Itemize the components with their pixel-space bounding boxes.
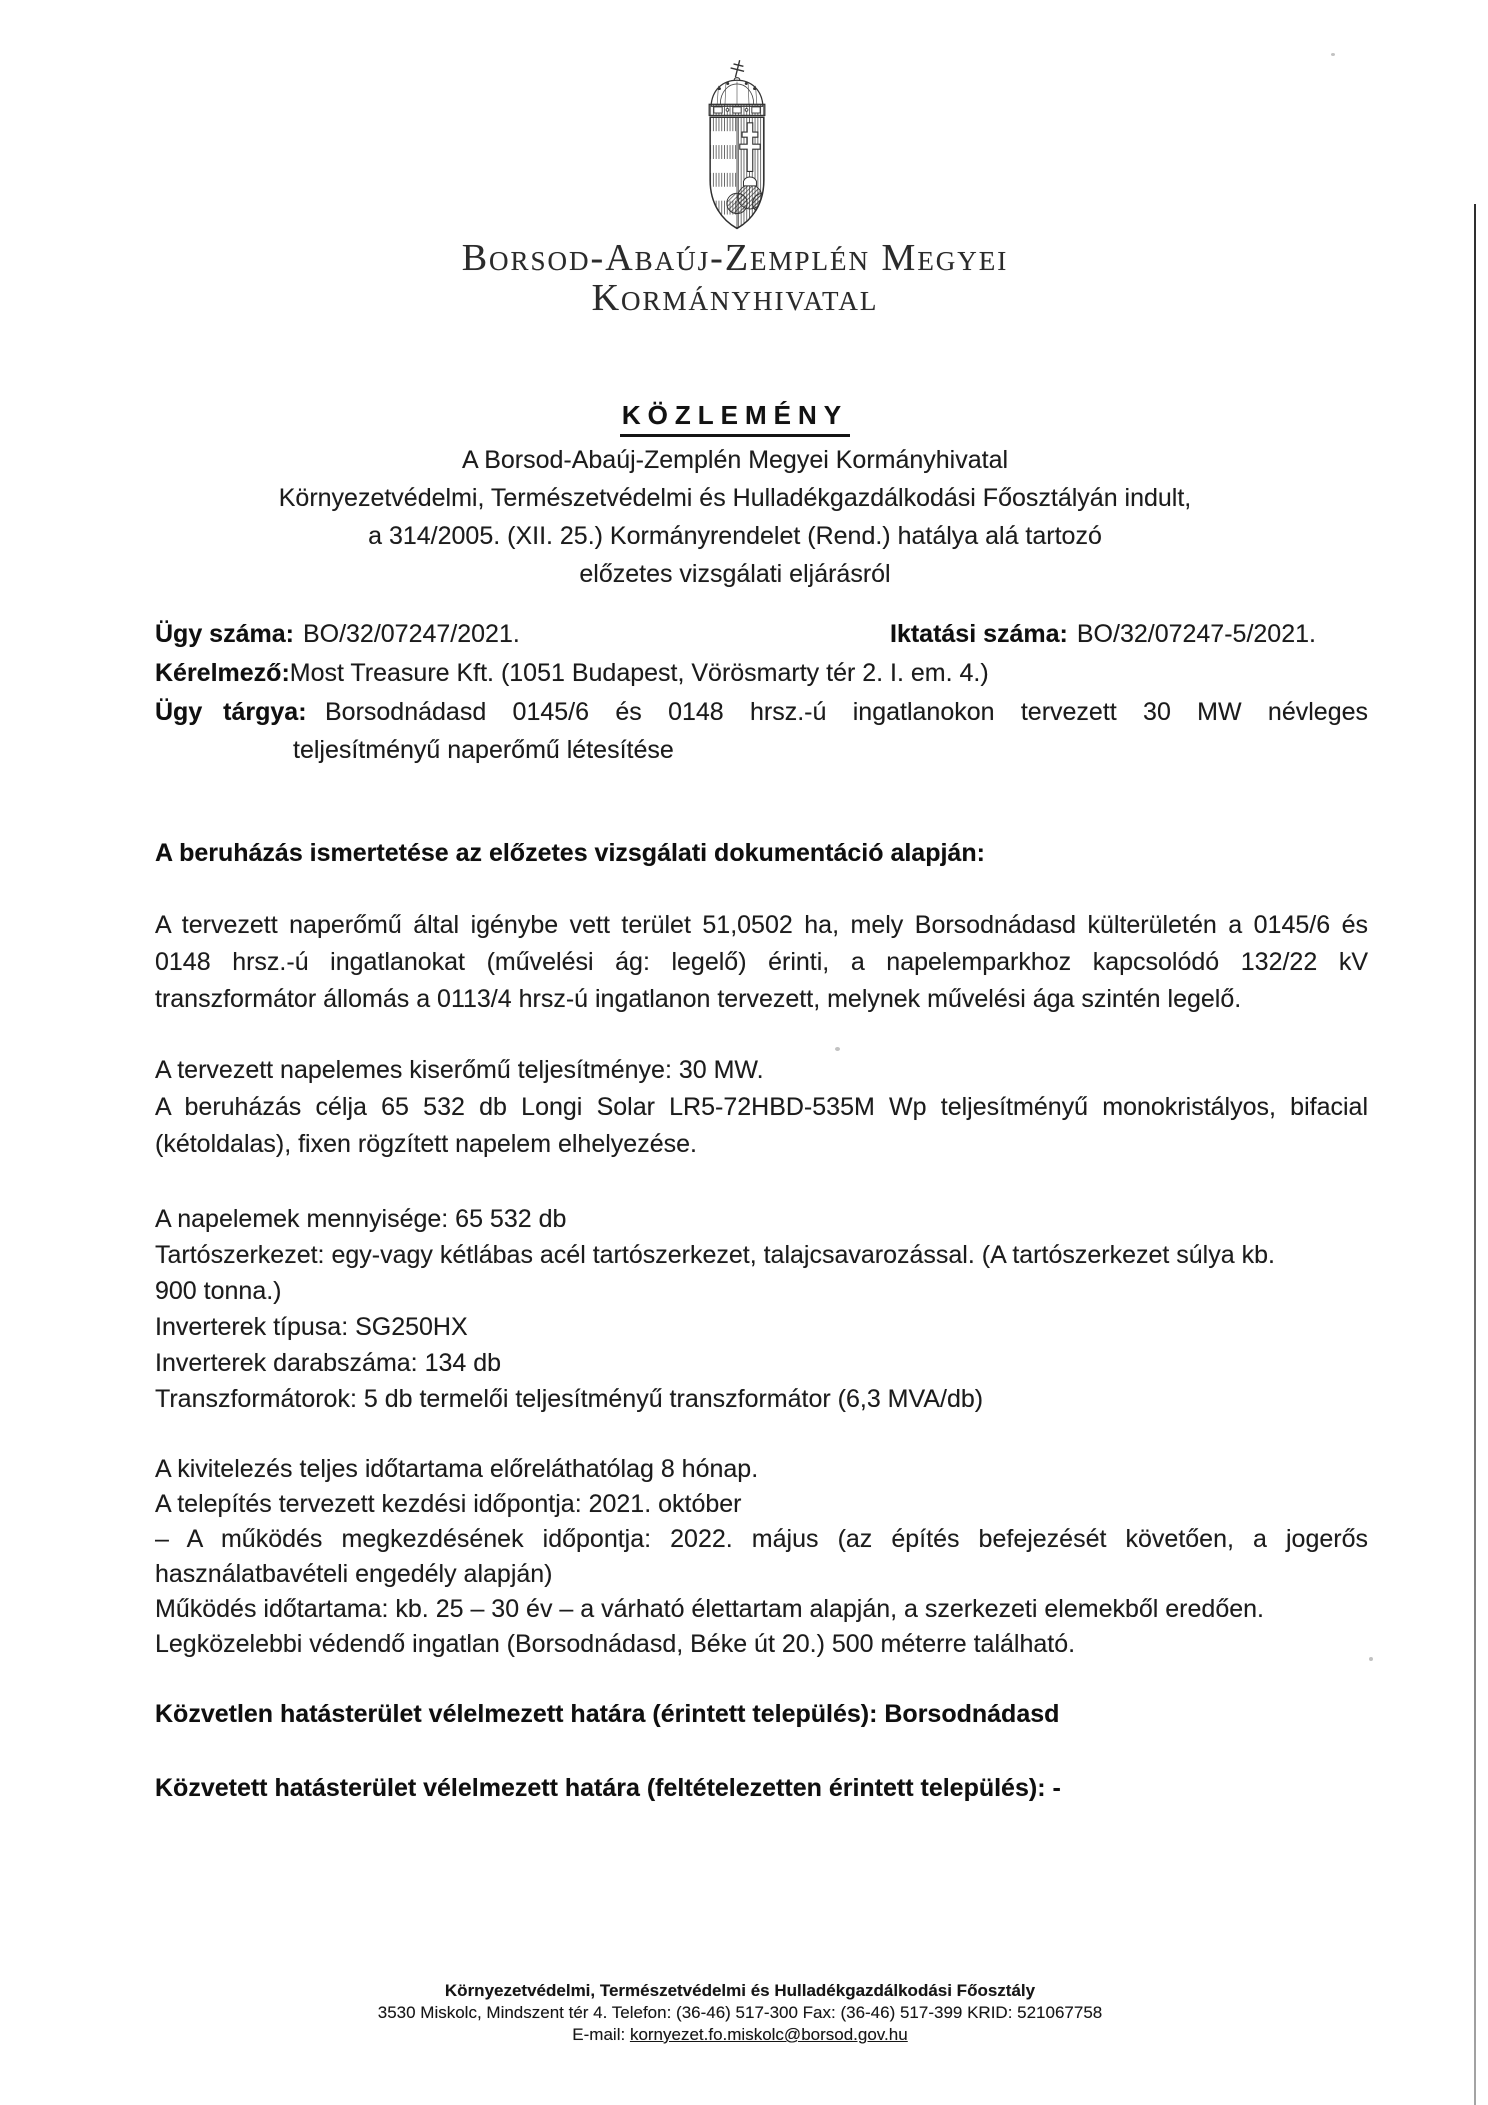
indirect-impact-statement: Közvetett hatásterület vélelmezett határa (feltételezetten érintett település): - bbox=[155, 1774, 1061, 1802]
paragraph-equipment bbox=[155, 1201, 1368, 1417]
paragraph-line: 0148 hrsz.-ú ingatlanokat (művelési ág: legelő) érinti, a napelemparkhoz kapcsolódó 132/22 kV bbox=[155, 948, 1368, 976]
hungarian-coat-of-arms-icon bbox=[694, 58, 780, 234]
applicant-label: Kérelmező: bbox=[155, 659, 290, 687]
paragraph-line: transzformátor állomás a 0113/4 hrsz-ú ingatlanon tervezett, melynek művelési ága szintén legelő. bbox=[155, 985, 1242, 1013]
scan-speck bbox=[1369, 1657, 1373, 1661]
intro-line: Környezetvédelmi, Természetvédelmi és Hulladékgazdálkodási Főosztályán indult, bbox=[278, 484, 1192, 512]
applicant-row bbox=[155, 657, 1368, 689]
case-number-label: Ügy száma: bbox=[155, 620, 294, 648]
registry-number-value: BO/32/07247-5/2021. bbox=[1076, 620, 1316, 648]
intro-line: a 314/2005. (XII. 25.) Kormányrendelet (Rend.) hatálya alá tartozó bbox=[368, 522, 1102, 550]
org-title-line1: Borsod-Abaúj-Zemplén Megyei bbox=[461, 237, 1009, 279]
footer-address: 3530 Miskolc, Mindszent tér 4. Telefon: (36-46) 517-300 Fax: (36-46) 517-399 KRID: 521067758 bbox=[377, 2003, 1103, 2022]
footer-email-link: kornyezet.fo.miskolc@borsod.gov.hu bbox=[629, 2025, 908, 2044]
paragraph-line: A tervezett naperőmű által igénybe vett terület 51,0502 ha, mely Borsodnádasd külterületén a 0145/6 és bbox=[155, 911, 1368, 939]
section-heading: A beruházás ismertetése az előzetes vizsgálati dokumentáció alapján: bbox=[155, 839, 985, 867]
applicant-value: Most Treasure Kft. (1051 Budapest, Vörösmarty tér 2. I. em. 4.) bbox=[289, 659, 989, 687]
paragraph-schedule bbox=[155, 1452, 1368, 1662]
registry-number-label: Iktatási száma: bbox=[890, 620, 1068, 648]
footer bbox=[0, 1980, 1480, 2046]
paragraph-line: A tervezett napelemes kiserőmű teljesítménye: 30 MW. bbox=[155, 1056, 764, 1084]
subject-line1: Borsodnádasd 0145/6 és 0148 hrsz.-ú ingatlanokon tervezett 30 MW névleges bbox=[325, 698, 1368, 726]
paragraph-line: Tartószerkezet: egy-vagy kétlábas acél tartószerkezet, talajcsavarozással. (A tartószerkezet súlya kb. bbox=[155, 1241, 1275, 1269]
paragraph-line: A telepítés tervezett kezdési időpontja: 2021. október bbox=[155, 1490, 742, 1518]
case-number-row bbox=[155, 618, 1368, 650]
intro-line: A Borsod-Abaúj-Zemplén Megyei Kormányhivatal bbox=[461, 446, 1009, 474]
paragraph-line: Inverterek darabszáma: 134 db bbox=[155, 1349, 502, 1377]
paragraph-line: Működés időtartama: kb. 25 – 30 év – a várható élettartam alapján, a szerkezeti elemekből eredően. bbox=[155, 1595, 1264, 1623]
paragraph-line: A kivitelezés teljes időtartama előreláthatólag 8 hónap. bbox=[155, 1455, 759, 1483]
footer-email-row bbox=[0, 2024, 1480, 2046]
paragraph-line: A napelemek mennyisége: 65 532 db bbox=[155, 1205, 567, 1233]
notice-intro bbox=[0, 441, 1470, 593]
case-number-value: BO/32/07247/2021. bbox=[302, 620, 520, 648]
direct-impact-statement: Közvetlen hatásterület vélelmezett határa (érintett település): Borsodnádasd bbox=[155, 1700, 1060, 1728]
paragraph-line: Transzformátorok: 5 db termelői teljesítményű transzformátor (6,3 MVA/db) bbox=[155, 1385, 984, 1413]
registry-number-group bbox=[890, 618, 1316, 650]
notice-title-wrap bbox=[0, 400, 1470, 437]
subject-row bbox=[155, 696, 1368, 728]
subject-line2: teljesítményű naperőmű létesítése bbox=[293, 736, 674, 764]
subject-row-continuation bbox=[155, 734, 1368, 766]
paragraph-line: Legközelebbi védendő ingatlan (Borsodnádasd, Béke út 20.) 500 méterre található. bbox=[155, 1630, 1076, 1658]
paragraph-line: használatbavételi engedély alapján) bbox=[155, 1560, 553, 1588]
org-title bbox=[0, 238, 1470, 318]
subject-label: Ügy tárgya: bbox=[155, 698, 307, 726]
paragraph-area bbox=[155, 907, 1368, 1018]
paragraph-capacity bbox=[155, 1052, 1368, 1163]
scan-artifact-line bbox=[1474, 204, 1476, 2105]
scan-speck bbox=[835, 1047, 840, 1051]
footer-email-label: E-mail: bbox=[572, 2025, 626, 2044]
scan-speck bbox=[1331, 53, 1335, 56]
intro-line: előzetes vizsgálati eljárásról bbox=[579, 560, 891, 588]
paragraph-line: A beruházás célja 65 532 db Longi Solar LR5-72HBD-535M Wp teljesítményű monokristályos, bifacial bbox=[155, 1093, 1368, 1121]
notice-title: KÖZLEMÉNY bbox=[620, 400, 850, 437]
footer-department: Környezetvédelmi, Természetvédelmi és Hulladékgazdálkodási Főosztály bbox=[444, 1981, 1036, 2000]
paragraph-line: 900 tonna.) bbox=[155, 1277, 282, 1305]
paragraph-line: – A működés megkezdésének időpontja: 2022. május (az építés befejezését követően, a jogerős bbox=[155, 1525, 1368, 1553]
paragraph-line: (kétoldalas), fixen rögzített napelem elhelyezése. bbox=[155, 1130, 697, 1158]
org-title-line2: Kormányhivatal bbox=[591, 277, 879, 319]
paragraph-line: Inverterek típusa: SG250HX bbox=[155, 1313, 468, 1341]
